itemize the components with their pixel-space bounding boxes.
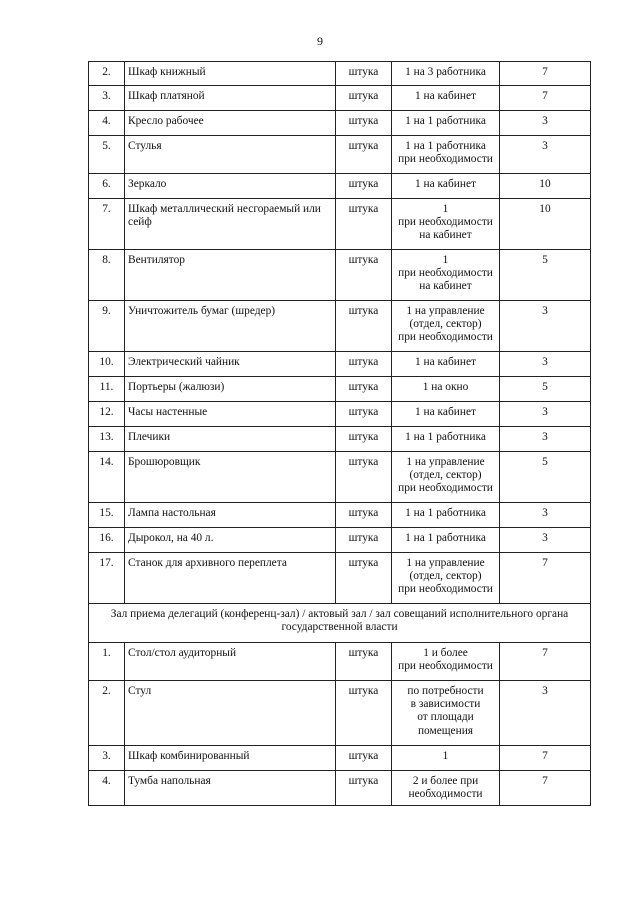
unit-of-measure: штука [336,136,392,174]
table-row [89,681,591,746]
item-name: Шкаф комбинированный [125,746,336,771]
equipment-table [88,61,591,806]
section-row [89,604,591,643]
quantity-norm: 1 на управление (отдел, сектор) при необходимости [392,452,500,503]
row-number: 3. [89,86,125,111]
quantity-norm: 1 на кабинет [392,174,500,199]
service-life: 3 [500,136,591,174]
unit-of-measure: штука [336,111,392,136]
service-life: 3 [500,402,591,427]
table-row [89,643,591,681]
row-number: 15. [89,503,125,528]
row-number: 8. [89,250,125,301]
table-row [89,377,591,402]
item-name: Брошюровщик [125,452,336,503]
quantity-norm: 1 при необходимости на кабинет [392,199,500,250]
quantity-norm: 1 на кабинет [392,352,500,377]
service-life: 5 [500,250,591,301]
row-number: 12. [89,402,125,427]
row-number: 4. [89,111,125,136]
service-life: 3 [500,503,591,528]
unit-of-measure: штука [336,199,392,250]
item-name: Шкаф платяной [125,86,336,111]
unit-of-measure: штука [336,452,392,503]
item-name: Дырокол, на 40 л. [125,528,336,553]
item-name: Шкаф металлический несгораемый или сейф [125,199,336,250]
quantity-norm: 1 на 1 работника [392,503,500,528]
row-number: 16. [89,528,125,553]
item-name: Шкаф книжный [125,62,336,86]
service-life: 3 [500,681,591,746]
service-life: 3 [500,111,591,136]
item-name: Плечики [125,427,336,452]
unit-of-measure: штука [336,427,392,452]
service-life: 3 [500,352,591,377]
unit-of-measure: штука [336,377,392,402]
row-number: 13. [89,427,125,452]
quantity-norm: 1 на 1 работника [392,111,500,136]
item-name: Стулья [125,136,336,174]
unit-of-measure: штука [336,528,392,553]
unit-of-measure: штука [336,771,392,806]
table-row [89,402,591,427]
quantity-norm: 1 и более при необходимости [392,643,500,681]
service-life: 3 [500,301,591,352]
unit-of-measure: штука [336,681,392,746]
service-life: 5 [500,452,591,503]
quantity-norm: 1 на управление (отдел, сектор) при необходимости [392,301,500,352]
row-number: 5. [89,136,125,174]
table-row [89,174,591,199]
quantity-norm: 1 на окно [392,377,500,402]
service-life: 10 [500,199,591,250]
table-row [89,62,591,86]
unit-of-measure: штука [336,352,392,377]
unit-of-measure: штука [336,62,392,86]
service-life: 7 [500,746,591,771]
item-name: Вентилятор [125,250,336,301]
item-name: Стул [125,681,336,746]
quantity-norm: 1 на 1 работника [392,528,500,553]
row-number: 7. [89,199,125,250]
section-title: Зал приема делегаций (конференц-зал) / актовый зал / зал совещаний исполнительного органа государственной власти [89,604,591,643]
row-number: 14. [89,452,125,503]
service-life: 7 [500,771,591,806]
service-life: 7 [500,62,591,86]
item-name: Стол/стол аудиторный [125,643,336,681]
row-number: 3. [89,746,125,771]
unit-of-measure: штука [336,503,392,528]
quantity-norm: по потребности в зависимости от площади помещения [392,681,500,746]
unit-of-measure: штука [336,746,392,771]
quantity-norm: 1 на кабинет [392,86,500,111]
unit-of-measure: штука [336,174,392,199]
row-number: 9. [89,301,125,352]
table-row [89,771,591,806]
table-row [89,86,591,111]
unit-of-measure: штука [336,86,392,111]
unit-of-measure: штука [336,402,392,427]
item-name: Тумба напольная [125,771,336,806]
item-name: Уничтожитель бумаг (шредер) [125,301,336,352]
table-row [89,250,591,301]
row-number: 6. [89,174,125,199]
quantity-norm: 1 на кабинет [392,402,500,427]
quantity-norm: 1 на 3 работника [392,62,500,86]
table-row [89,301,591,352]
table-row [89,427,591,452]
service-life: 7 [500,86,591,111]
service-life: 3 [500,427,591,452]
item-name: Электрический чайник [125,352,336,377]
unit-of-measure: штука [336,643,392,681]
item-name: Лампа настольная [125,503,336,528]
table-row [89,528,591,553]
quantity-norm: 2 и более при необходимости [392,771,500,806]
row-number: 2. [89,681,125,746]
quantity-norm: 1 при необходимости на кабинет [392,250,500,301]
table-row [89,352,591,377]
table-row [89,136,591,174]
row-number: 10. [89,352,125,377]
item-name: Зеркало [125,174,336,199]
service-life: 5 [500,377,591,402]
table-row [89,452,591,503]
row-number: 17. [89,553,125,604]
table-row [89,746,591,771]
quantity-norm: 1 на управление (отдел, сектор) при необходимости [392,553,500,604]
item-name: Портьеры (жалюзи) [125,377,336,402]
quantity-norm: 1 на 1 работника при необходимости [392,136,500,174]
row-number: 4. [89,771,125,806]
quantity-norm: 1 [392,746,500,771]
service-life: 7 [500,553,591,604]
table-row [89,111,591,136]
row-number: 11. [89,377,125,402]
row-number: 1. [89,643,125,681]
service-life: 7 [500,643,591,681]
unit-of-measure: штука [336,250,392,301]
unit-of-measure: штука [336,301,392,352]
page-number: 9 [317,34,323,48]
row-number: 2. [89,62,125,86]
service-life: 3 [500,528,591,553]
quantity-norm: 1 на 1 работника [392,427,500,452]
unit-of-measure: штука [336,553,392,604]
table-row [89,553,591,604]
item-name: Станок для архивного переплета [125,553,336,604]
item-name: Часы настенные [125,402,336,427]
service-life: 10 [500,174,591,199]
table-row [89,503,591,528]
item-name: Кресло рабочее [125,111,336,136]
table-row [89,199,591,250]
